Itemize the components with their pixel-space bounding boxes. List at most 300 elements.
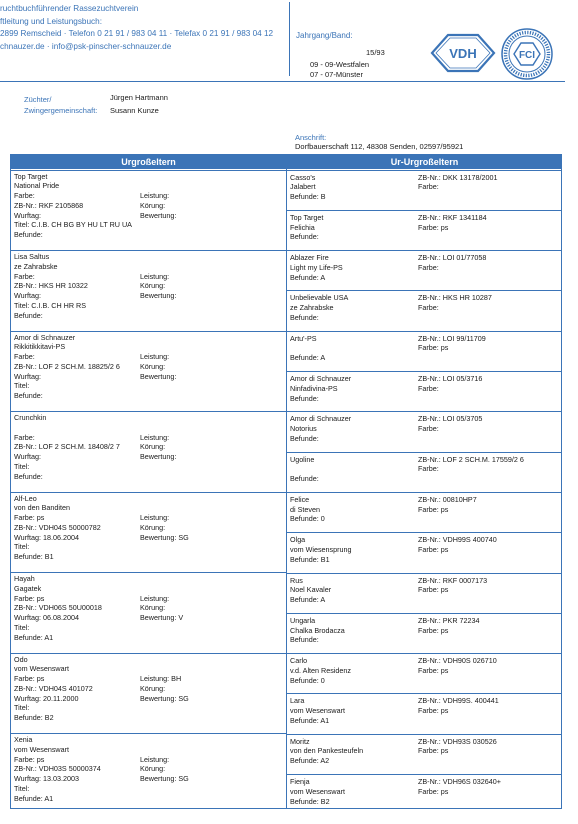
entry-line	[290, 474, 559, 484]
kennel-name: National Pride	[14, 181, 60, 191]
birth-date-field: Wurftag:	[14, 291, 42, 301]
performance-field: Leistung:	[140, 191, 170, 201]
great-grandparent-entry	[287, 613, 562, 653]
findings-field: Befunde: 0	[290, 675, 325, 685]
entry-line	[14, 774, 283, 784]
fci-logo-icon	[500, 27, 554, 81]
entry-line	[290, 797, 559, 807]
dog-name: Hayah	[14, 574, 35, 583]
color-field: Farbe: ps	[418, 746, 449, 756]
birth-date-field: Wurftag:	[14, 210, 42, 220]
dog-name: Rus	[290, 575, 303, 585]
color-field: Farbe:	[14, 191, 35, 201]
stud-book-number: ZB-Nr.: VDH90S 026710	[418, 656, 497, 666]
kennel-name: Ninfadivina-PS	[290, 383, 338, 393]
stud-book-number: ZB-Nr.: VDH99S 400740	[418, 535, 497, 545]
findings-field: Befunde: A	[290, 353, 326, 363]
grandparent-entry	[11, 653, 286, 734]
color-field: Farbe: ps	[418, 786, 449, 796]
great-grandparent-entry	[287, 170, 562, 210]
great-grandparent-entry	[287, 693, 562, 733]
color-field: Farbe:	[14, 271, 35, 281]
entry-line	[14, 301, 283, 311]
stud-book-number: ZB-Nr.: VDH96S 032640+	[418, 777, 501, 786]
entry-line	[14, 794, 283, 804]
entry-line	[14, 513, 283, 523]
kennel-name: vom Wesenswart	[290, 706, 345, 716]
entry-line	[14, 523, 283, 533]
kennel-name: Felichia	[290, 222, 315, 232]
dog-name: Odo	[14, 654, 28, 664]
findings-field: Befunde:	[14, 471, 43, 481]
stud-book-number: ZB-Nr.: LOI 99/11709	[418, 333, 486, 343]
performance-field: Leistung:	[140, 432, 170, 442]
entry-line	[290, 737, 559, 747]
breeder-label-1: Züchter/	[24, 95, 52, 104]
stud-book-number: ZB-Nr.: LOI 05/3705	[418, 414, 483, 424]
color-field: Farbe: ps	[14, 593, 45, 603]
color-field: Farbe: ps	[418, 544, 449, 554]
entry-line	[290, 353, 559, 363]
entry-line	[14, 674, 283, 684]
stud-book-number: ZB-Nr.: LOF 2 SCH.M. 18408/2 7	[14, 442, 120, 452]
entry-line	[14, 533, 283, 543]
entry-line	[14, 745, 283, 755]
stud-book-number: ZB-Nr.: VDH06S 50U00018	[14, 603, 102, 613]
dog-name: Amor di Schnauzer	[290, 374, 352, 383]
entry-line	[290, 424, 559, 434]
kennel-name: vom Wesenswart	[14, 664, 69, 674]
entry-line	[14, 574, 283, 584]
rating-field: Bewertung:	[140, 452, 177, 462]
stud-book-number: ZB-Nr.: HKS HR 10287	[418, 293, 492, 303]
entry-line	[290, 716, 559, 726]
birth-date-field: Wurftag: 06.08.2004	[14, 613, 79, 623]
entry-line	[14, 633, 283, 643]
kennel-name: Noel Kavaler	[290, 585, 332, 595]
dog-name: Amor di Schnauzer	[290, 414, 352, 424]
entry-line	[14, 503, 283, 513]
great-grandparent-entry	[287, 210, 562, 250]
entry-line	[290, 213, 559, 223]
breed-survey-field: Körung:	[140, 603, 166, 613]
entry-line	[14, 220, 283, 230]
findings-field: Befunde: A	[290, 272, 326, 282]
entry-line	[14, 191, 283, 201]
entry-line	[14, 433, 283, 443]
color-field: Farbe: ps	[418, 504, 449, 514]
entry-line	[290, 514, 559, 524]
performance-field: Leistung:	[140, 754, 170, 764]
great-grandparent-entry	[287, 492, 562, 532]
entry-line	[290, 787, 559, 797]
entry-line	[290, 455, 559, 465]
entry-line	[290, 756, 559, 766]
entry-line	[290, 555, 559, 565]
entry-line	[14, 584, 283, 594]
grandparent-entry	[11, 572, 286, 653]
dog-name: Ablazer Fire	[290, 253, 329, 263]
header-divider	[289, 2, 290, 76]
color-field: Farbe:	[418, 383, 439, 393]
entry-line	[14, 172, 283, 182]
breeder-label-2: Zwingergemeinschaft:	[24, 106, 98, 115]
entry-line	[290, 414, 559, 424]
performance-field: Leistung:	[140, 593, 170, 603]
findings-field: Befunde:	[290, 635, 319, 645]
rating-field: Bewertung: V	[140, 613, 184, 623]
entry-line	[14, 452, 283, 462]
entry-line	[290, 666, 559, 676]
entry-line	[290, 173, 559, 183]
entry-line	[14, 784, 283, 794]
entry-line	[14, 755, 283, 765]
entry-line	[14, 272, 283, 282]
entry-line	[14, 603, 283, 613]
entry-line	[14, 201, 283, 211]
performance-field: Leistung:	[140, 271, 170, 281]
performance-field: Leistung:	[140, 352, 170, 362]
color-field: Farbe:	[14, 432, 35, 442]
kennel-name: ze Zahrabske	[290, 303, 334, 313]
titles-field: Titel:	[14, 703, 30, 713]
stud-book-number: ZB-Nr.: RKF 0007173	[418, 575, 488, 585]
color-field: Farbe: ps	[418, 585, 449, 595]
kennel-name: von den Pankesteufeln	[290, 746, 364, 756]
great-grandparent-entry	[287, 653, 562, 693]
entry-line	[290, 223, 559, 233]
volume-line-1: 09 - 09-Westfalen	[310, 60, 370, 69]
color-field: Farbe: ps	[418, 222, 449, 232]
entry-line	[14, 713, 283, 723]
grandparents-header: Urgroßeltern	[11, 155, 286, 169]
findings-field: Befunde: B2	[290, 796, 330, 806]
dog-name: Lara	[290, 696, 305, 706]
entry-line	[14, 391, 283, 401]
entry-line	[14, 381, 283, 391]
organization-header	[0, 3, 290, 53]
great-grandparent-entry	[287, 532, 562, 572]
grandparent-entry	[11, 170, 286, 251]
stud-book-number: ZB-Nr.: LOI 05/3716	[418, 374, 483, 383]
breeder-name-2: Susann Kunze	[110, 106, 159, 115]
titles-field: Titel:	[14, 381, 30, 391]
entry-line	[14, 362, 283, 372]
findings-field: Befunde: B	[290, 192, 326, 202]
org-phone-line: 2899 Remscheid · Telefon 0 21 91 / 983 04 11 · Telefax 0 21 91 / 983 04 12	[0, 29, 274, 39]
kennel-name: ze Zahrabske	[14, 261, 58, 271]
entry-line	[14, 342, 283, 352]
color-field: Farbe: ps	[418, 625, 449, 635]
dog-name: Amor di Schnauzer	[14, 332, 76, 342]
findings-field: Befunde: A2	[290, 756, 330, 766]
findings-field: Befunde:	[290, 312, 319, 322]
vdh-logo-text: VDH	[449, 46, 477, 61]
stud-book-number: ZB-Nr.: HKS HR 10322	[14, 281, 88, 291]
performance-field: Leistung: BH	[140, 674, 182, 684]
entry-line	[290, 676, 559, 686]
entry-line	[14, 311, 283, 321]
entry-line	[290, 706, 559, 716]
entry-line	[14, 594, 283, 604]
entry-line	[14, 542, 283, 552]
dog-name: Crunchkin	[14, 413, 47, 422]
breed-survey-field: Körung:	[140, 281, 166, 291]
entry-line	[14, 664, 283, 674]
entry-line	[14, 281, 283, 291]
header-rule	[0, 81, 565, 82]
color-field: Farbe: ps	[14, 513, 45, 523]
titles-field: Titel:	[14, 622, 30, 632]
birth-date-field: Wurftag: 20.11.2000	[14, 693, 79, 703]
entry-line	[290, 273, 559, 283]
stud-book-number: ZB-Nr.: PKR 72234	[418, 615, 480, 625]
entry-line	[14, 413, 283, 423]
entry-line	[290, 626, 559, 636]
stud-book-number: ZB-Nr.: VDH04S 401072	[14, 683, 93, 693]
entry-line	[290, 595, 559, 605]
titles-field: Titel:	[14, 783, 30, 793]
breeder-name-1: Jürgen Hartmann	[110, 93, 168, 102]
findings-field: Befunde: B2	[14, 713, 54, 723]
dog-name: Xenia	[14, 735, 33, 744]
entry-line	[290, 495, 559, 505]
entry-line	[14, 423, 283, 433]
entry-line	[14, 552, 283, 562]
entry-line	[14, 472, 283, 482]
entry-line	[290, 394, 559, 404]
entry-line	[14, 703, 283, 713]
entry-line	[14, 352, 283, 362]
titles-field: Titel: C.I.B. CH BG BY HU LT RU UA	[14, 220, 132, 230]
performance-field: Leistung:	[140, 513, 170, 523]
findings-field: Befunde:	[290, 232, 319, 242]
breed-survey-field: Körung:	[140, 442, 166, 452]
great-grandparent-entry	[287, 411, 562, 451]
great-grandparent-entry	[287, 452, 562, 492]
titles-field: Titel:	[14, 542, 30, 552]
dog-name: Casso's	[290, 172, 316, 182]
rating-field: Bewertung:	[140, 371, 177, 381]
findings-field: Befunde: A1	[14, 793, 54, 803]
color-field: Farbe: ps	[14, 754, 45, 764]
findings-field: Befunde: B1	[14, 552, 54, 562]
entry-line	[14, 655, 283, 665]
great-grandparent-entry	[287, 734, 562, 774]
volume-number: 15/93	[366, 48, 385, 57]
org-name-line: ruchtbuchführender Rassezuchtverein	[0, 4, 139, 13]
stud-book-number: ZB-Nr.: LOI 01/77058	[418, 253, 487, 263]
entry-line	[290, 585, 559, 595]
breed-survey-field: Körung:	[140, 764, 166, 774]
findings-field: Befunde:	[14, 391, 43, 401]
stud-book-number: ZB-Nr.: 00810HP7	[418, 494, 477, 504]
stud-book-number: ZB-Nr.: RKF 1341184	[418, 212, 487, 222]
dog-name: Alf-Leo	[14, 493, 37, 503]
org-web-line: chnauzer.de · info@psk-pinscher-schnauzer.de	[0, 41, 172, 51]
entry-line	[14, 442, 283, 452]
breed-survey-field: Körung:	[140, 683, 166, 693]
entry-line	[290, 616, 559, 626]
entry-line	[14, 694, 283, 704]
breed-survey-field: Körung:	[140, 200, 166, 210]
stud-book-number: ZB-Nr.: VDH03S 50000374	[14, 764, 101, 774]
entry-line	[290, 434, 559, 444]
entry-line	[290, 635, 559, 645]
findings-field: Befunde: A1	[14, 632, 54, 642]
rating-field: Bewertung:	[140, 291, 177, 301]
entry-line	[290, 253, 559, 263]
entry-line	[290, 535, 559, 545]
stud-book-number: ZB-Nr.: RKF 2105868	[14, 200, 84, 210]
dog-name: Ugoline	[290, 454, 315, 464]
great-grandparent-entry	[287, 290, 562, 330]
entry-line	[290, 576, 559, 586]
entry-line	[14, 494, 283, 504]
dog-name: Olga	[290, 535, 306, 545]
address-label: Anschrift:	[295, 133, 327, 142]
kennel-name: v.d. Alten Residenz	[290, 665, 351, 675]
birth-date-field: Wurftag: 13.03.2003	[14, 774, 79, 784]
entry-line	[290, 545, 559, 555]
dog-name: Unbelievable USA	[290, 293, 349, 303]
rating-field: Bewertung: SG	[140, 774, 189, 784]
kennel-name: Jalabert	[290, 182, 316, 192]
entry-line	[290, 313, 559, 323]
dog-name: Lisa Saltus	[14, 252, 50, 261]
entry-line	[290, 303, 559, 313]
color-field: Farbe:	[418, 182, 439, 192]
color-field: Farbe: ps	[418, 706, 449, 716]
kennel-name: Light my Life-PS	[290, 262, 343, 272]
kennel-name: Chalka Brodacza	[290, 625, 345, 635]
entry-line	[290, 505, 559, 515]
findings-field: Befunde:	[290, 474, 319, 484]
color-field: Farbe: ps	[418, 343, 449, 353]
entry-line	[290, 696, 559, 706]
findings-field: Befunde: 0	[290, 514, 325, 524]
findings-field: Befunde:	[290, 433, 319, 443]
entry-line	[290, 263, 559, 273]
kennel-name: Notorius	[290, 424, 317, 434]
dog-name: Carlo	[290, 656, 308, 666]
dog-name: Fienja	[290, 777, 310, 786]
entry-line	[290, 464, 559, 474]
great-grandparents-header: Ur-Urgroßeltern	[287, 155, 562, 169]
stud-book-number: ZB-Nr.: LOF 2 SCH.M. 17559/2 6	[418, 454, 524, 464]
rating-field: Bewertung: SG	[140, 532, 189, 542]
great-grandparent-entry	[287, 331, 562, 371]
entry-line	[290, 746, 559, 756]
breeder-address: Dorfbauerschaft 112, 48308 Senden, 02597/95921	[295, 142, 464, 151]
kennel-name: vom Wesenswart	[290, 786, 345, 796]
entry-line	[14, 181, 283, 191]
stud-book-number: ZB-Nr.: LOF 2 SCH.M. 18825/2 6	[14, 361, 120, 371]
dog-name: Moritz	[290, 736, 310, 746]
grandparent-entry	[11, 733, 286, 814]
pedigree-table	[10, 154, 562, 809]
color-field: Farbe: ps	[418, 665, 449, 675]
grandparent-entry	[11, 250, 286, 331]
kennel-name: von den Banditen	[14, 503, 70, 513]
entry-line	[290, 192, 559, 202]
great-grandparent-entry	[287, 774, 562, 814]
entry-line	[14, 262, 283, 272]
rating-field: Bewertung: SG	[140, 693, 189, 703]
birth-date-field: Wurftag:	[14, 371, 42, 381]
findings-field: Befunde:	[14, 310, 43, 320]
org-office-line: ftleitung und Leistungsbuch:	[0, 16, 102, 26]
color-field: Farbe: ps	[14, 674, 45, 684]
birth-date-field: Wurftag:	[14, 452, 42, 462]
fci-logo-text: FCI	[518, 50, 536, 61]
findings-field: Befunde: B1	[290, 554, 330, 564]
breed-survey-field: Körung:	[140, 522, 166, 532]
kennel-name: vom Wiesensprung	[290, 544, 352, 554]
kennel-name: vom Wesenswart	[14, 744, 69, 754]
kennel-name: Rikkitikkitavi-PS	[14, 342, 66, 352]
grandparent-entry	[11, 331, 286, 412]
grandparent-entry	[11, 492, 286, 573]
entry-line	[290, 293, 559, 303]
dog-name: Top Target	[290, 212, 324, 222]
entry-line	[14, 333, 283, 343]
grandparent-entry	[11, 411, 286, 492]
dog-name: Top Target	[14, 171, 48, 181]
entry-line	[14, 764, 283, 774]
entry-line	[14, 372, 283, 382]
entry-line	[290, 374, 559, 384]
jahrgang-label: Jahrgang/Band:	[296, 31, 353, 40]
kennel-name: di Steven	[290, 504, 320, 514]
entry-line	[290, 384, 559, 394]
color-field: Farbe:	[418, 424, 439, 434]
entry-line	[14, 613, 283, 623]
breed-survey-field: Körung:	[140, 361, 166, 371]
entry-line	[14, 623, 283, 633]
findings-field: Befunde:	[290, 393, 319, 403]
stud-book-number: ZB-Nr.: VDH99S. 400441	[418, 696, 499, 706]
stud-book-number: ZB-Nr.: DKK 13178/2001	[418, 172, 498, 182]
birth-date-field: Wurftag: 18.06.2004	[14, 532, 79, 542]
entry-line	[290, 777, 559, 787]
titles-field: Titel: C.I.B. CH HR RS	[14, 300, 87, 310]
entry-line	[14, 252, 283, 262]
titles-field: Titel:	[14, 461, 30, 471]
findings-field: Befunde:	[14, 230, 43, 240]
entry-line	[290, 343, 559, 353]
color-field: Farbe:	[418, 464, 439, 474]
entry-line	[14, 735, 283, 745]
volume-line-2: 07 - 07-Münster	[310, 70, 363, 79]
dog-name: Ungarla	[290, 615, 316, 625]
findings-field: Befunde: A	[290, 595, 326, 605]
kennel-name: Gagatek	[14, 583, 42, 593]
great-grandparent-entry	[287, 573, 562, 613]
stud-book-number: ZB-Nr.: VDH04S 50000782	[14, 522, 101, 532]
color-field: Farbe:	[418, 262, 439, 272]
entry-line	[14, 211, 283, 221]
great-grandparent-entry	[287, 371, 562, 411]
stud-book-number: ZB-Nr.: VDH93S 030526	[418, 736, 497, 746]
vdh-logo-icon	[430, 33, 496, 73]
entry-line	[14, 230, 283, 240]
great-grandparent-entry	[287, 250, 562, 290]
color-field: Farbe:	[418, 303, 439, 313]
entry-line	[14, 462, 283, 472]
entry-line	[290, 334, 559, 344]
entry-line	[290, 232, 559, 242]
